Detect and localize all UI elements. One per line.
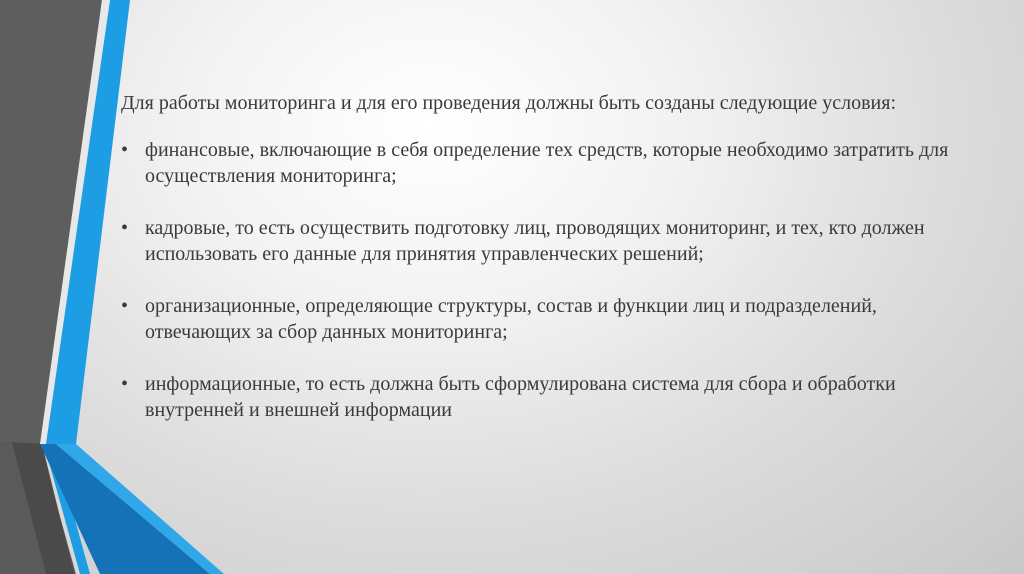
bullet-icon: •: [121, 295, 129, 317]
bullet-text: кадровые, то есть осуществить подготовку лиц, проводящих мониторинг, и тех, кто должен использовать его данные для принятия управленческих решений;: [145, 217, 925, 265]
conditions-list: [121, 137, 971, 423]
list-item: [121, 137, 971, 189]
list-item: [121, 371, 971, 423]
bullet-icon: •: [121, 139, 129, 161]
bullet-icon: •: [121, 373, 129, 395]
bullet-text: финансовые, включающие в себя определение тех средств, которые необходимо затратить для осуществления мониторинга;: [145, 139, 949, 187]
list-item: [121, 215, 971, 267]
bullet-icon: •: [121, 217, 129, 239]
bullet-text: организационные, определяющие структуры, состав и функции лиц и подразделений, отвечающих за сбор данных мониторинга;: [145, 295, 877, 343]
list-item: [121, 293, 971, 345]
bullet-text: информационные, то есть должна быть сформулирована система для сбора и обработки внутренней и внешней информации: [145, 373, 896, 421]
slide-content: [121, 90, 971, 449]
intro-text: Для работы мониторинга и для его проведения должны быть созданы следующие условия:: [121, 92, 897, 114]
